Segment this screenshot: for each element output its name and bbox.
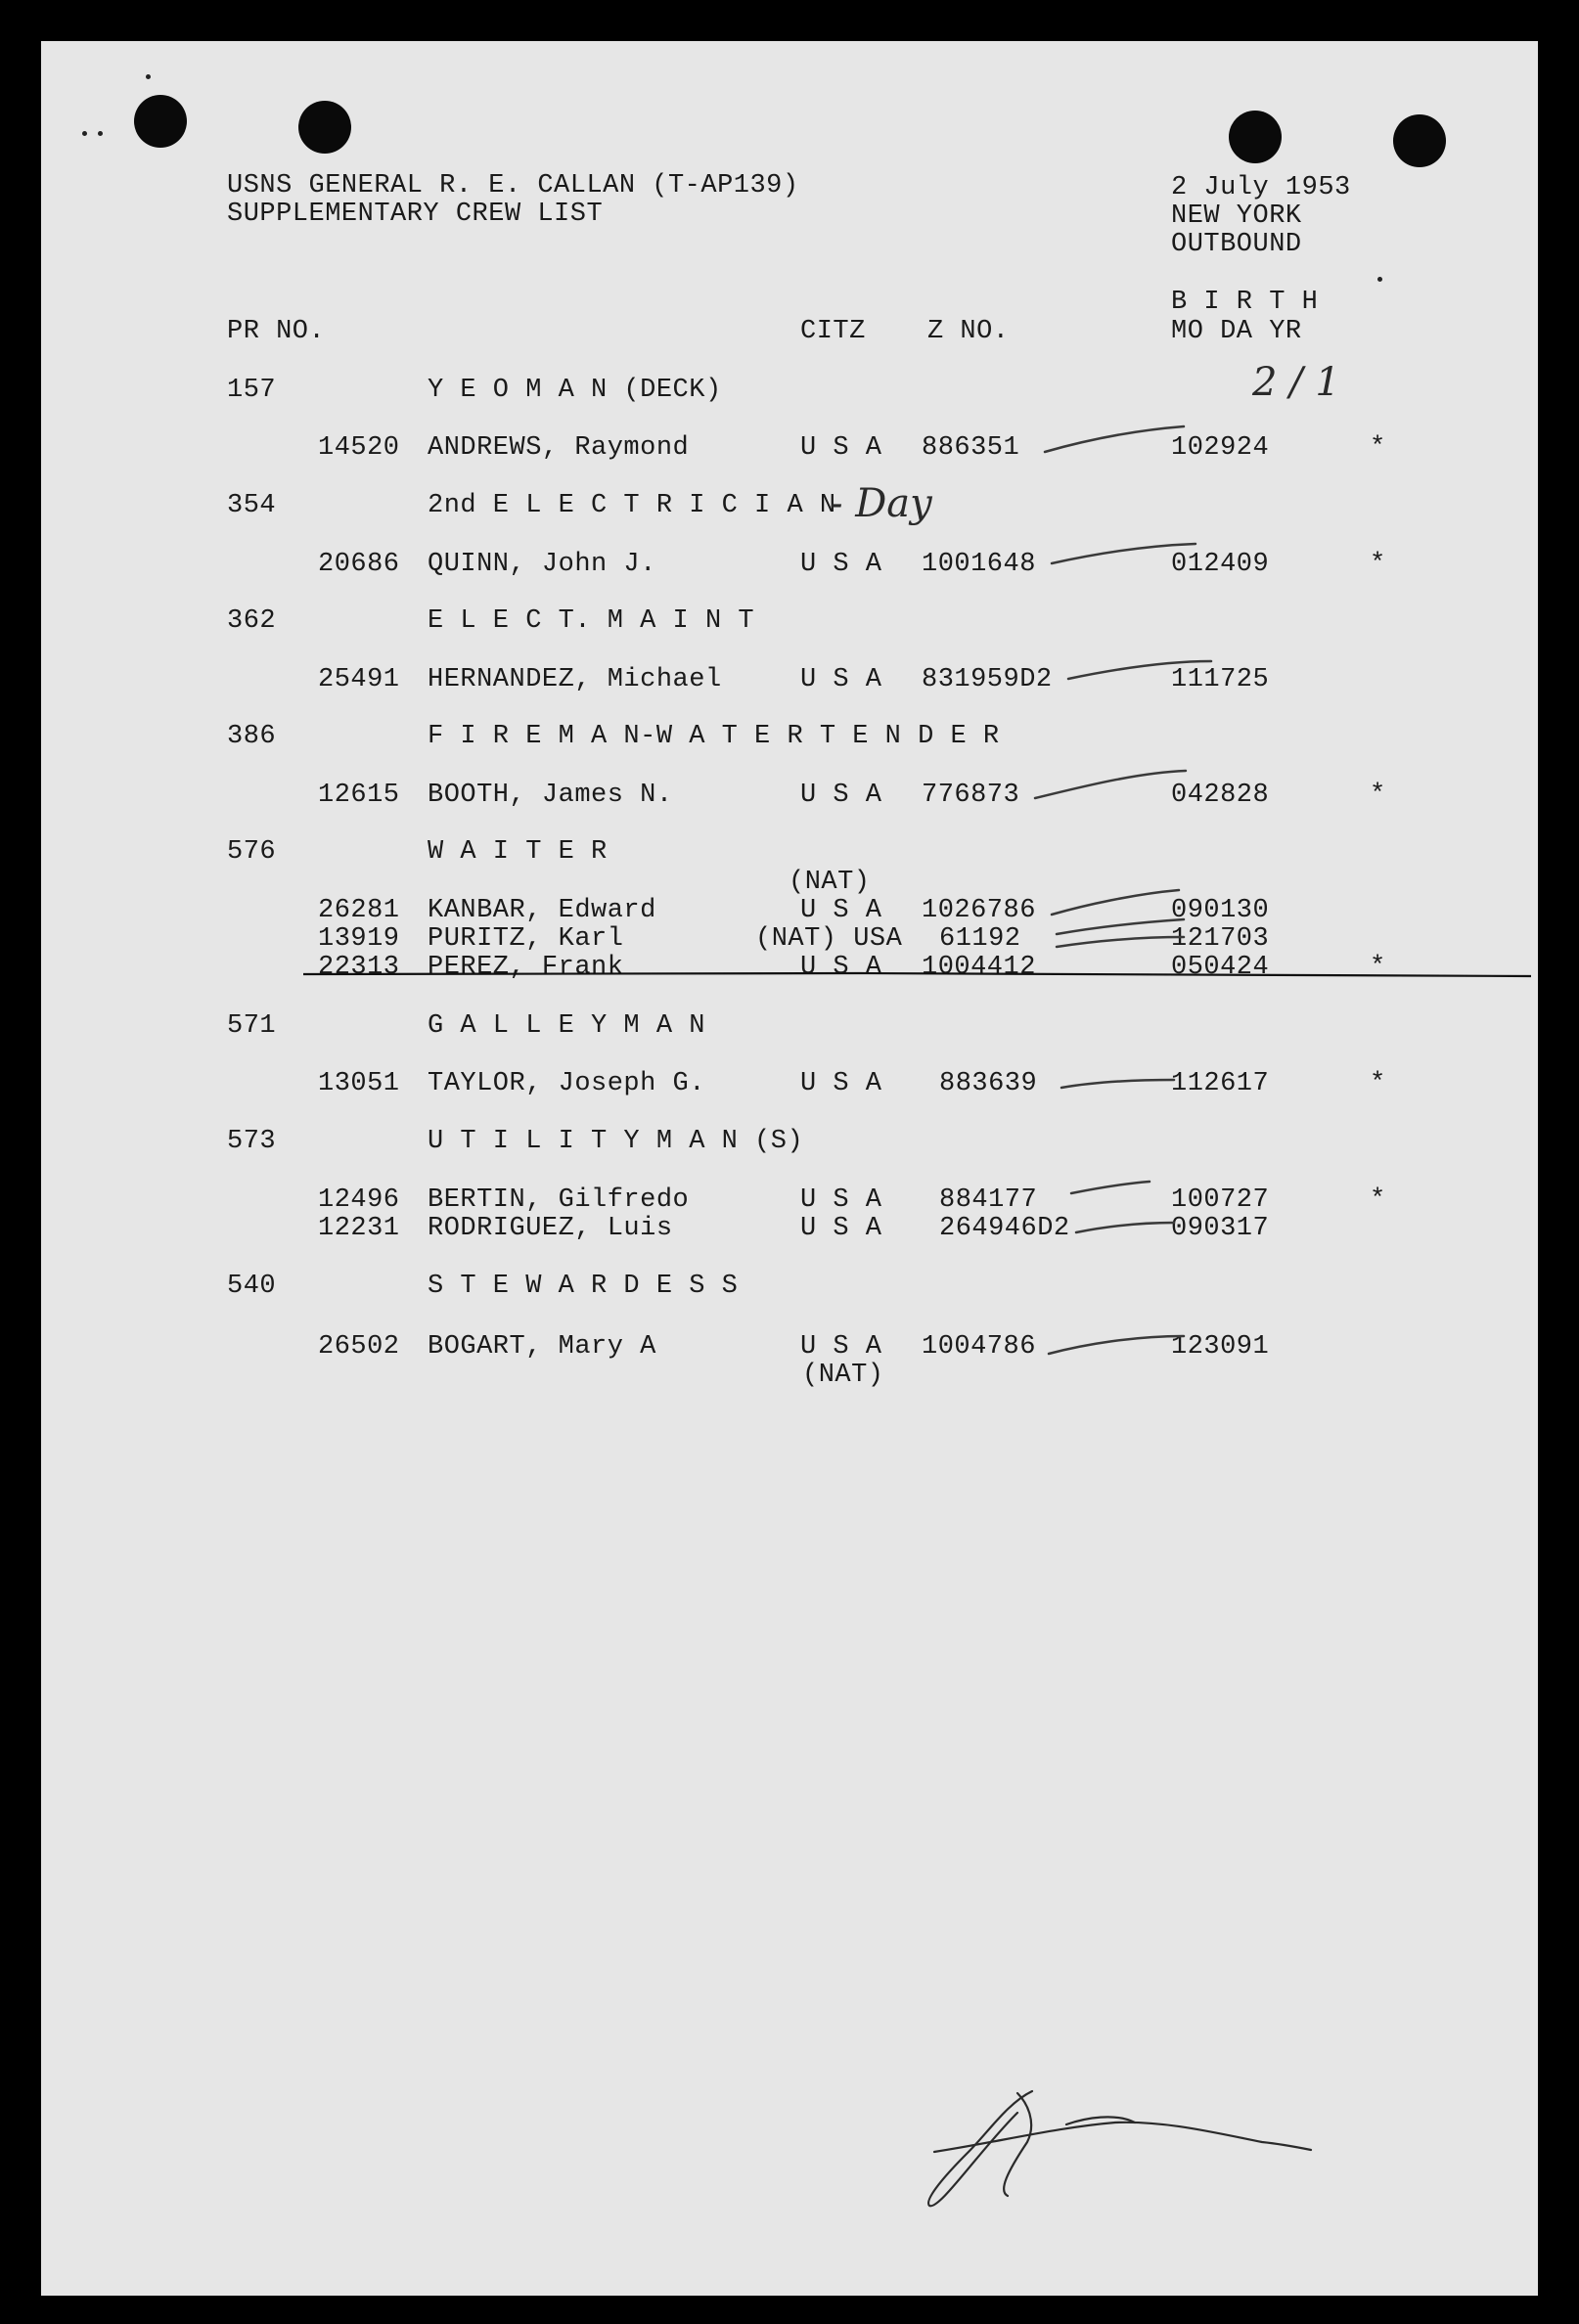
list-port: NEW YORK xyxy=(1171,201,1302,231)
crew-birth: 111725 xyxy=(1171,665,1270,694)
crew-z-number: 776873 xyxy=(922,781,1020,810)
crew-citizenship: U S A xyxy=(800,1069,882,1098)
section-pr: 354 xyxy=(227,491,277,520)
crew-name: TAYLOR, Joseph G. xyxy=(428,1069,705,1098)
crew-z-number: 1001648 xyxy=(922,550,1036,579)
crew-birth: 090317 xyxy=(1171,1214,1270,1243)
pen-tick xyxy=(1052,890,1179,915)
crew-z-number: 1004786 xyxy=(922,1332,1036,1362)
crew-citizenship: U S A xyxy=(800,1332,882,1362)
crew-birth: 100727 xyxy=(1171,1185,1270,1215)
list-direction: OUTBOUND xyxy=(1171,230,1302,259)
crew-z-number: 264946D2 xyxy=(939,1214,1070,1243)
crew-number: 12231 xyxy=(318,1214,400,1243)
crew-name: PEREZ, Frank xyxy=(428,953,624,982)
crew-name: ANDREWS, Raymond xyxy=(428,433,690,463)
crew-number: 14520 xyxy=(318,433,400,463)
crew-birth: 121703 xyxy=(1171,924,1270,954)
section-title: F I R E M A N-W A T E R T E N D E R xyxy=(428,722,1000,751)
crew-z-number: 61192 xyxy=(939,924,1021,954)
signature xyxy=(928,2091,1311,2206)
section-title: G A L L E Y M A N xyxy=(428,1011,705,1041)
pen-tick xyxy=(1057,937,1184,947)
pen-tick xyxy=(1057,919,1184,934)
crew-birth: 123091 xyxy=(1171,1332,1270,1362)
crew-citizenship: U S A xyxy=(800,1214,882,1243)
section-pr: 540 xyxy=(227,1272,277,1301)
crew-z-number: 1026786 xyxy=(922,896,1036,925)
pen-tick xyxy=(1035,771,1186,798)
crew-citizenship: U S A xyxy=(800,665,882,694)
crew-birth: 112617 xyxy=(1171,1069,1270,1098)
crew-name: BOOTH, James N. xyxy=(428,781,673,810)
crew-number: 26281 xyxy=(318,896,400,925)
crew-citizenship: U S A xyxy=(800,550,882,579)
naturalized-note: (NAT) xyxy=(789,868,871,897)
column-citz: CITZ xyxy=(800,317,866,346)
list-date: 2 July 1953 xyxy=(1171,173,1351,202)
crew-citizenship: U S A xyxy=(800,896,882,925)
crew-name: HERNANDEZ, Michael xyxy=(428,665,722,694)
crew-number: 26502 xyxy=(318,1332,400,1362)
strike-through-line xyxy=(303,973,1531,976)
crew-mark: * xyxy=(1370,550,1386,579)
crew-mark: * xyxy=(1370,953,1386,982)
section-title: W A I T E R xyxy=(428,837,608,867)
crew-birth: 012409 xyxy=(1171,550,1270,579)
column-birth: B I R T H xyxy=(1171,288,1319,317)
section-pr: 571 xyxy=(227,1011,277,1041)
section-pr: 576 xyxy=(227,837,277,867)
column-birth-sub: MO DA YR xyxy=(1171,317,1302,346)
crew-citizenship: U S A xyxy=(800,1185,882,1215)
crew-name: KANBAR, Edward xyxy=(428,896,656,925)
crew-name: RODRIGUEZ, Luis xyxy=(428,1214,673,1243)
crew-z-number: 884177 xyxy=(939,1185,1038,1215)
crew-citizenship: U S A xyxy=(800,781,882,810)
crew-z-number: 1004412 xyxy=(922,953,1036,982)
pen-tick xyxy=(1049,1336,1184,1354)
section-title: 2nd E L E C T R I C I A N xyxy=(428,491,836,520)
section-title: Y E O M A N (DECK) xyxy=(428,376,722,405)
crew-number: 13051 xyxy=(318,1069,400,1098)
section-title: S T E W A R D E S S xyxy=(428,1272,739,1301)
handwritten-note: - Day xyxy=(830,481,932,526)
crew-name: BOGART, Mary A xyxy=(428,1332,656,1362)
column-pr-no: PR NO. xyxy=(227,317,326,346)
section-title: E L E C T. M A I N T xyxy=(428,606,755,636)
pen-tick xyxy=(1071,1182,1150,1193)
crew-name: PURITZ, Karl xyxy=(428,924,624,954)
ship-name: USNS GENERAL R. E. CALLAN (T-AP139) xyxy=(227,171,799,201)
crew-number: 12496 xyxy=(318,1185,400,1215)
crew-birth: 090130 xyxy=(1171,896,1270,925)
crew-name: QUINN, John J. xyxy=(428,550,656,579)
crew-number: 13919 xyxy=(318,924,400,954)
crew-mark: * xyxy=(1370,433,1386,463)
page-annotation: 2 / 1 xyxy=(1252,360,1340,405)
section-pr: 386 xyxy=(227,722,277,751)
crew-name: BERTIN, Gilfredo xyxy=(428,1185,690,1215)
section-title: U T I L I T Y M A N (S) xyxy=(428,1127,804,1156)
crew-z-number: 883639 xyxy=(939,1069,1038,1098)
crew-citizenship: U S A xyxy=(800,433,882,463)
pen-tick xyxy=(1052,544,1196,563)
section-pr: 573 xyxy=(227,1127,277,1156)
crew-z-number: 831959D2 xyxy=(922,665,1053,694)
naturalized-note: (NAT) xyxy=(802,1361,884,1390)
crew-citizenship: (NAT) USA xyxy=(755,924,903,954)
crew-citizenship: U S A xyxy=(800,953,882,982)
section-pr: 157 xyxy=(227,376,277,405)
crew-number: 20686 xyxy=(318,550,400,579)
pen-tick xyxy=(1076,1223,1174,1232)
column-z-no: Z NO. xyxy=(927,317,1010,346)
crew-mark: * xyxy=(1370,1185,1386,1215)
crew-number: 25491 xyxy=(318,665,400,694)
crew-number: 22313 xyxy=(318,953,400,982)
crew-birth: 050424 xyxy=(1171,953,1270,982)
pen-tick xyxy=(1061,1080,1174,1088)
pen-tick xyxy=(1045,426,1184,452)
crew-number: 12615 xyxy=(318,781,400,810)
crew-birth: 042828 xyxy=(1171,781,1270,810)
pen-tick xyxy=(1068,661,1211,679)
crew-z-number: 886351 xyxy=(922,433,1020,463)
list-title: SUPPLEMENTARY CREW LIST xyxy=(227,200,604,229)
crew-mark: * xyxy=(1370,1069,1386,1098)
crew-birth: 102924 xyxy=(1171,433,1270,463)
crew-mark: * xyxy=(1370,781,1386,810)
section-pr: 362 xyxy=(227,606,277,636)
